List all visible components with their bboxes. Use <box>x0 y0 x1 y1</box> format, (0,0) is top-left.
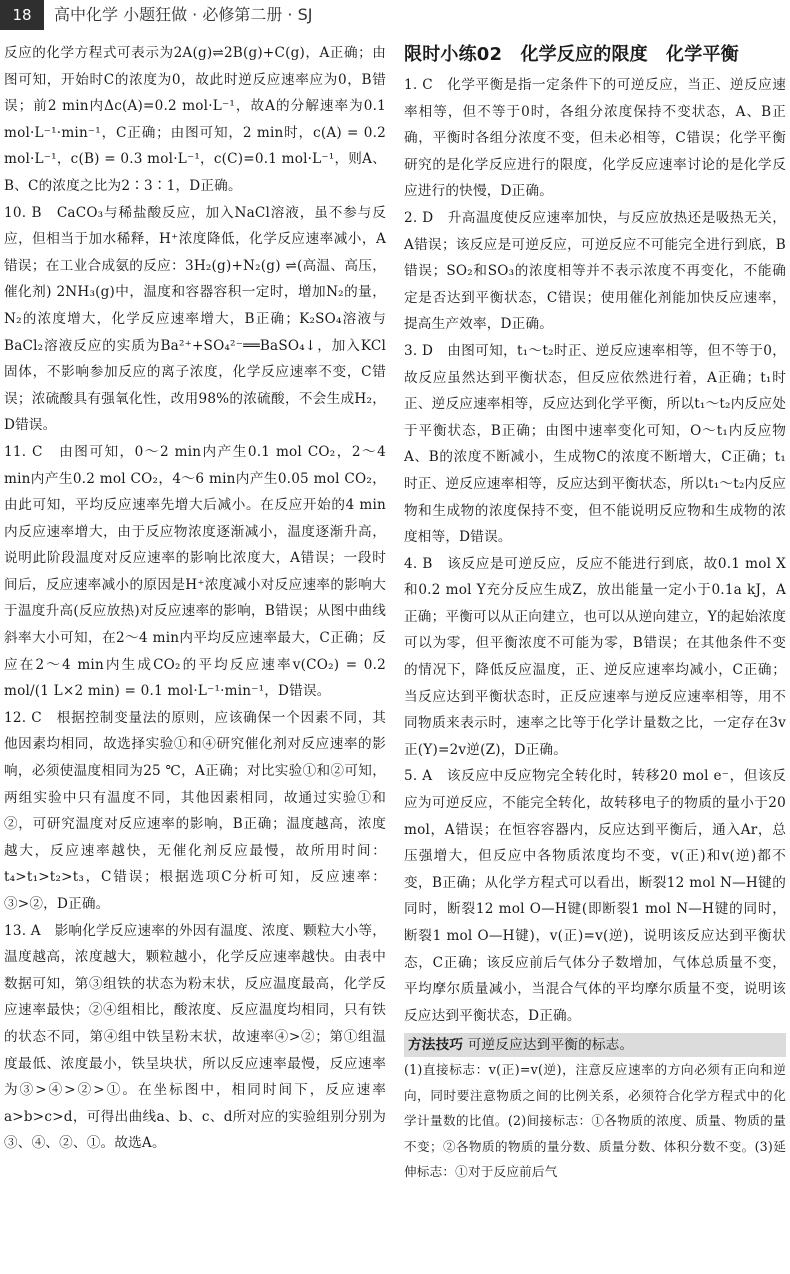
answer-9-continued: 反应的化学方程式可表示为2A(g)⇌2B(g)+C(g)，A正确；由图可知，开始时C的浓度为0，故此时逆反应速率应为0，B错误；前2 min内Δc(A)=0.2 mol·L⁻¹，故A的分解速率为0.1 mol·L⁻¹·min⁻¹，C正确；由图可知，2 min时，c(A) = 0.2 mol·L⁻¹，c(B) = 0.3 mol·L⁻¹，c(C)=0.1 mol·L⁻¹，则A、B、C的浓度之比为2∶3∶1，D正确。 <box>4 45 386 194</box>
page-header <box>0 0 790 30</box>
running-title: 高中化学 小题狂做 · 必修第二册 · SJ <box>54 5 313 24</box>
answer-4: 4. B 该反应是可逆反应，反应不能进行到底，故0.1 mol X和0.2 mol Y充分反应生成Z，放出能量一定小于0.1a kJ，A正确；平衡可以从正向建立，也可以从逆向建立，Y的起始浓度可以为零，但平衡浓度不可能为零，B错误；在其他条件不变的情况下，降低反应温度，正、逆反应速率均减小，C正确；当反应达到平衡状态时，正反应速率与逆反应速率相等，用不同物质来表示时，速率之比等于化学计量数之比，一定存在3v正(Y)=2v逆(Z)，D正确。 <box>404 555 786 758</box>
answer-13: 13. A 影响化学反应速率的外因有温度、浓度、颗粒大小等，温度越高，浓度越大，颗粒越小，化学反应速率越快。由表中数据可知，第③组铁的状态为粉末状，反应温度最高，化学反应速率最快；②④组相比，酸浓度、反应温度均相同，只有铁的状态不同，第④组中铁呈粉末状，故速率④>②；第①组温度最低、浓度最小，铁呈块状，所以反应速率最慢，反应速率为③>④>②>①。在坐标图中，相同时间下，反应速率a>b>c>d，可得出曲线a、b、c、d所对应的实验组别分别为③、④、②、①。故选A。 <box>4 922 386 1152</box>
answer-10: 10. B CaCO₃与稀盐酸反应，加入NaCl溶液，虽不参与反应，但相当于加水稀释，H⁺浓度降低，化学反应速率减小，A错误；在工业合成氨的反应：3H₂(g)+N₂(g) ⇌(高温、高压，催化剂) 2NH₃(g)中，温度和容器容积一定时，增加N₂的量，N₂的浓度增大，化学反应速率增大，B正确；K₂SO₄溶液与BaCl₂溶液反应的实质为Ba²⁺+SO₄²⁻══BaSO₄↓，加入KCl固体，不影响参加反应的离子浓度，化学反应速率不变，C错误；浓硫酸具有强氧化性，改用98%的浓硫酸，不会生成H₂，D错误。 <box>4 204 386 434</box>
method-tip-bar <box>404 1033 786 1057</box>
left-column <box>4 40 386 1157</box>
answer-2: 2. D 升高温度使反应速率加快，与反应放热还是吸热无关，A错误；该反应是可逆反应，可逆反应不可能完全进行到底，B错误；SO₂和SO₃的浓度相等并不表示浓度不再变化，不能确定是否达到平衡状态，C错误；使用催化剂能加快反应速率，提高生产效率，D正确。 <box>404 209 786 333</box>
answer-12: 12. C 根据控制变量法的原则，应该确保一个因素不同，其他因素均相同，故选择实验①和④研究催化剂对反应速率的影响，必须使温度相同为25 ℃，A正确；对比实验①和②可知，两组实验中只有温度不同，其他因素相同，故通过实验①和②，可研究温度对反应速率的影响，B正确；温度越高，浓度越大，反应速率越快，无催化剂反应最慢，故所用时间：t₄>t₁>t₂>t₃，C错误；根据选项C分析可知，反应速率：③>②，D正确。 <box>4 709 386 912</box>
section-title: 限时小练02 化学反应的限度 化学平衡 <box>404 44 739 65</box>
right-column <box>404 40 786 1185</box>
method-tip-title: 可逆反应达到平衡的标志。 <box>467 1037 634 1054</box>
method-tip-body: (1)直接标志：v(正)=v(逆)，注意反应速率的方向必须有正向和逆向，同时要注意物质之间的比例关系，必须符合化学方程式中的化学计量数的比值。(2)间接标志：①各物质的浓度、质量、物质的量不变；②各物质的物质的量分数、质量分数、体积分数不变。(3)延伸标志：①对于反应前后气 <box>404 1062 786 1180</box>
page-number: 18 <box>0 0 44 30</box>
answer-3: 3. D 由图可知，t₁～t₂时正、逆反应速率相等，但不等于0，故反应虽然达到平衡状态，但反应依然进行着，A正确；t₁时正、逆反应速率相等，反应达到化学平衡，所以t₁～t₂内反应处于平衡状态，B正确；由图中速率变化可知，O～t₁内反应物A、B的浓度不断减小，生成物C的浓度不断增大，C正确；t₁时正、逆反应速率相等，反应达到平衡状态，所以t₁～t₂内反应物和生成物的浓度保持不变，但不能说明反应物和生成物的浓度相等，D错误。 <box>404 342 786 546</box>
method-tip-tag: 方法技巧 <box>408 1037 464 1054</box>
answer-11: 11. C 由图可知，0～2 min内产生0.1 mol CO₂，2～4 min内产生0.2 mol CO₂，4～6 min内产生0.05 mol CO₂，由此可知，平均反应速率先增大后减小。在反应开始的4 min内反应速率增大，由于反应物浓度逐渐减小，温度逐渐升高，说明此阶段温度对反应速率的影响比浓度大，A错误；一段时间后，反应速率减小的原因是H⁺浓度减小对反应速率的影响大于温度升高(反应放热)对反应速率的影响，B错误；从图中曲线斜率大小可知，在2～4 min内平均反应速率最大，C正确；反应在2～4 min内生成CO₂的平均反应速率v(CO₂) = 0.2 mol/(1 L×2 min) = 0.1 mol·L⁻¹·min⁻¹，D错误。 <box>4 443 386 700</box>
answer-5: 5. A 该反应中反应物完全转化时，转移20 mol e⁻，但该反应为可逆反应，不能完全转化，故转移电子的物质的量小于20 mol，A错误；在恒容容器内，反应达到平衡后，通入Ar，总压强增大，但反应中各物质浓度均不变，v(正)和v(逆)都不变，B正确；从化学方程式可以看出，断裂12 mol N—H键的同时，断裂12 mol O—H键(即断裂1 mol N—H键的同时，断裂1 mol O—H键)，v(正)=v(逆)，说明该反应达到平衡状态，C正确；该反应前后气体分子数增加，气体总质量不变，平均摩尔质量减小，当混合气体的平均摩尔质量不变，说明该反应达到平衡状态，D正确。 <box>404 768 786 1024</box>
answer-1: 1. C 化学平衡是指一定条件下的可逆反应，当正、逆反应速率相等，但不等于0时，各组分浓度保持不变状态，A、B正确，平衡时各组分浓度不变，但未必相等，C错误；化学平衡研究的是化学反应进行的限度，化学反应速率讨论的是化学反应进行的快慢，D正确。 <box>404 77 786 200</box>
